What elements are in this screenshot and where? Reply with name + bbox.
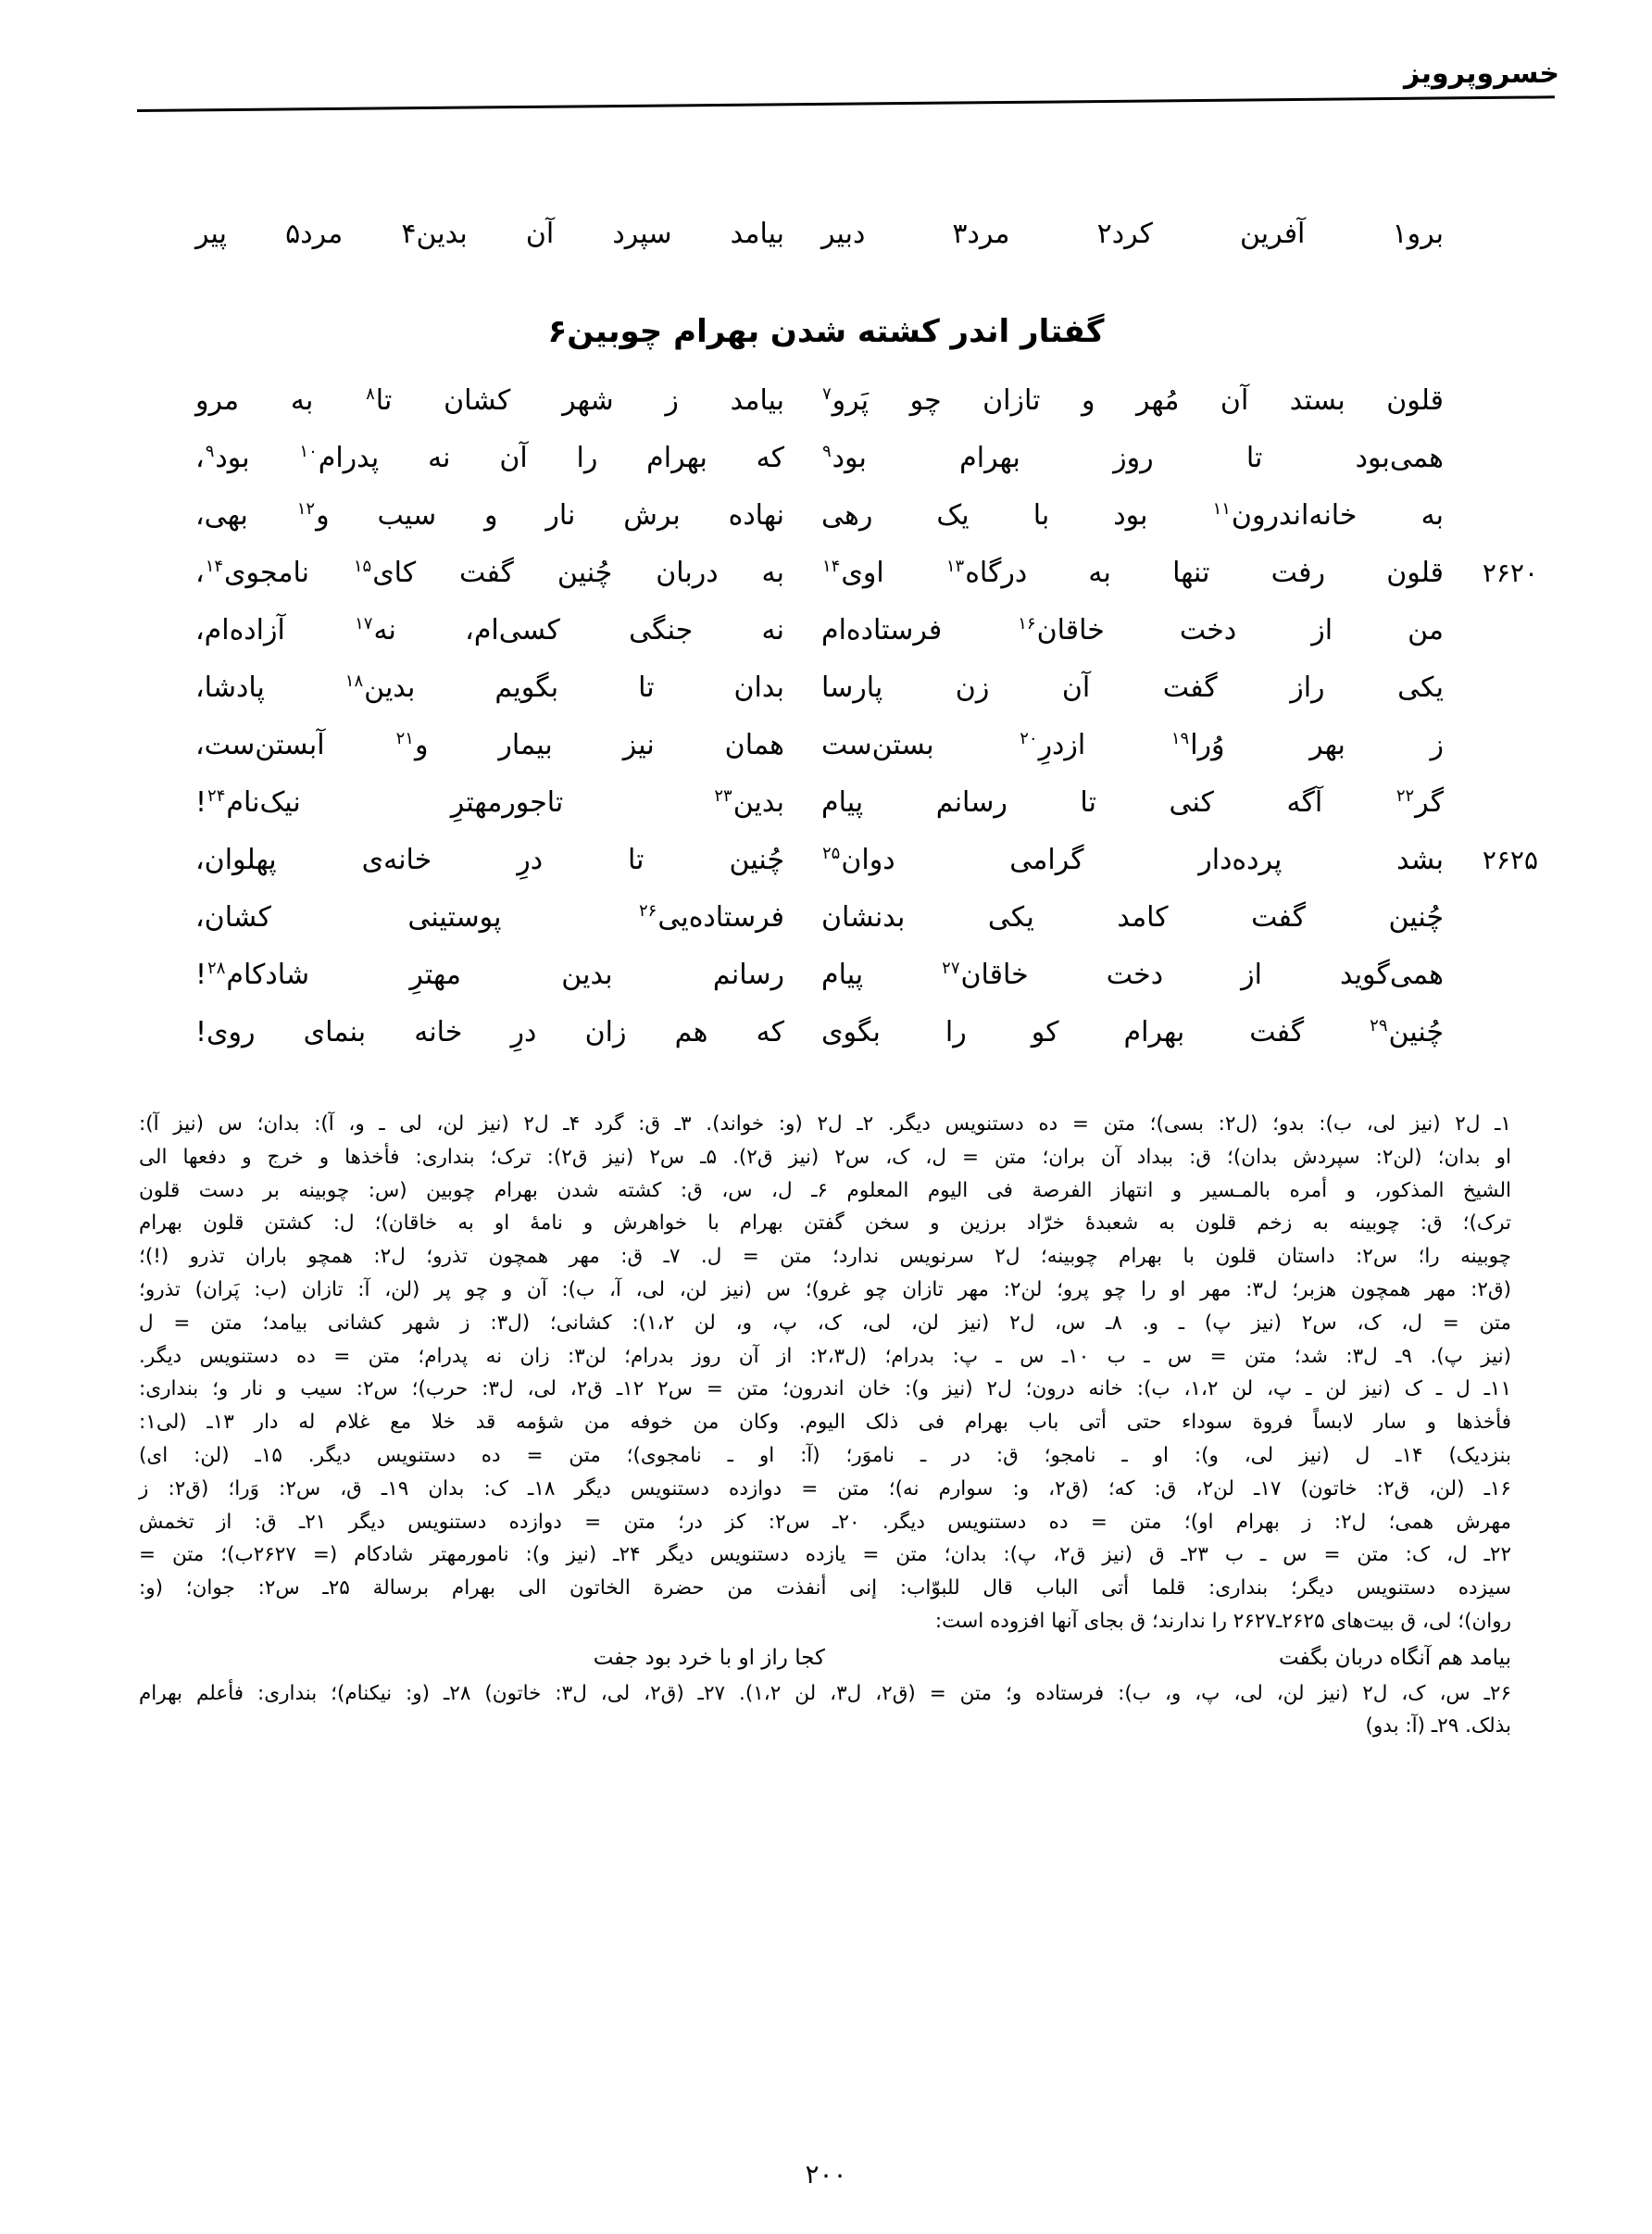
apparatus-line: بذلک. ۲۹ـ (آ: بدو) [1365, 1714, 1511, 1738]
section-heading: گفتار اندر کشته شدن بهرام چوبین۶ [547, 313, 1105, 350]
apparatus-line: ۱۶ـ (لن، ق۲: خاتون) ۱۷ـ لن۲، ق: که؛ (ق۲، و: سوارم نه)؛ متن = دوازده دستنویس دیگر ۱۸ـ ک: بدان ۱۹ـ ق، س۲: وَرا؛ (ق۲: ز [139, 1476, 1511, 1500]
critical-apparatus [139, 1108, 1511, 1743]
hemistich-right [821, 949, 1453, 1001]
apparatus-line: ترک)؛ ق: چوبینه به زخم قلون به شعبدهٔ خرّاد برزین و سخن گفتن بهرام با خواهرش و نامهٔ او به خاقان)؛ ل: کشتن قلون بهرام [139, 1211, 1511, 1236]
apparatus-line: ۲۶ـ س، ک، ل۲ (نیز لن، لی، پ، و، ب): فرستاده و؛ متن = (ق۲، ل۳، لن ۱،۲). ۲۷ـ (ق۲، لی، ل۳: خاتون) ۲۸ـ (و: نیکنام)؛ بنداری: فأعلم بهرام [139, 1681, 1512, 1705]
apparatus-line: (ق۲: مهر همچون هزبر؛ ل۳: مهر او را چو پرو؛ لن۲: مهر تازان چو غرو)؛ س (نیز لن، لی، آ، ب): آن و چو پر (لن، آ: تازان (ب: پَران) تذرو؛ [139, 1277, 1511, 1301]
hemistich-left [190, 892, 821, 944]
hemistich-text: برو۱ آفرین کرد۲ مرد۳ دبیر [821, 218, 1444, 250]
hemistich-text: بدین$^{۲۳}$ تاجورمهترِ نیک‌نام$^{۲۴}$! [195, 786, 784, 819]
apparatus-line: متن = ل، ک، س۲ (نیز پ) ـ و. ۸ـ س، ل۲ (نیز لن، لی، ک، پ، و، لن ۱،۲): کشانی؛ (ل۳: ز شهر کشانی بیامد؛ متن = ل [139, 1311, 1511, 1335]
hemistich-right [821, 777, 1453, 829]
apparatus-line: سیزده دستنویس دیگر؛ بنداری: قلما أتی الباب قال للبوّاب: إنی أنفذت من حضرة الخاتون الی بهرام برسالة ۲۵ـ س۲: جوان؛ (و: [139, 1576, 1512, 1600]
apparatus-line: ۲۲ـ ل، ک: متن = س ـ ب ۲۳ـ ق (نیز ق۲، پ): بدان؛ متن = یازده دستنویس دیگر ۲۴ـ (نیز و): نامورمهتر شادکام (= ۲۶۲۷ب)؛ متن = [139, 1543, 1511, 1567]
hemistich-text: همی‌بود تا روز بهرام بود$^۹$ [822, 442, 1444, 474]
hemistich-right [821, 835, 1538, 886]
apparatus-line: ۱ـ ل۲ (نیز لی، ب): بدو؛ (ل۲: بسی)؛ متن = ده دستنویس دیگر. ۲ـ ل۲ (و: خواند). ۳ـ ق: گرد ۴ـ ل۲ (نیز لن، لی ـ و، آ): بدان؛ س (نیز آ): [139, 1112, 1511, 1136]
couplet-opening [190, 208, 1453, 260]
couplet [190, 375, 1453, 427]
hemistich-left [190, 375, 821, 427]
hemistich-right [821, 490, 1453, 542]
apparatus-lines [139, 1108, 1511, 1638]
hemistich-text: چُنین تا درِ خانه‌ی پهلوان، [195, 844, 784, 876]
hemistich-right [821, 547, 1538, 599]
hemistich-right [821, 605, 1453, 657]
hemistich-text: من از دخت خاقان$^{۱۶}$ فرستاده‌ام [821, 614, 1444, 646]
hemistich-text: گر$^{۲۲}$ آگه کنی تا رسانم پیام [821, 786, 1444, 819]
hemistich-right [821, 375, 1453, 427]
hemistich-text: قلون رفت تنها به درگاه$^{۱۳}$ اوی$^{۱۴}$ [822, 557, 1444, 589]
couplet [190, 605, 1453, 657]
apparatus-line: الشیخ المذکور، و أمره بالمـسیر و انتهاز الفرصة فی الیوم المعلوم ۶ـ ل، س، ق: کشته شدن بهرام چوبین (س: چوبینه بر دست قلون [139, 1178, 1512, 1202]
verse-number: ۲۶۲۰ [1482, 558, 1538, 588]
hemistich-text: یکی راز گفت آن زن پارسا [821, 671, 1444, 704]
couplet [190, 547, 1538, 599]
couplet [190, 949, 1453, 1001]
hemistich-text: که هم زان درِ خانه بنمای روی! [195, 1016, 784, 1048]
hemistich-text: چُنین گفت کامد یکی بدنشان [821, 901, 1444, 934]
couplet [190, 1007, 1453, 1059]
hemistich-text: که بهرام را آن نه پدرام$^{۱۰}$ بود$^۹$، [195, 442, 784, 474]
hemistich-left [190, 1007, 821, 1059]
apparatus-line: فأخذها و سار لابساً فروة سوداء حتی أتی باب بهرام فی ذلک الیوم. وکان من خوفه من شؤمه قد خلا مع غلام له دار ۱۳ـ (لی۱: [139, 1411, 1511, 1435]
hemistich-left [190, 777, 821, 829]
hemistich-left [190, 490, 821, 542]
hemistich-left [190, 605, 821, 657]
apparatus-hemistich-left: کجا راز او با خرد بود جفت [593, 1645, 825, 1670]
hemistich-text: قلون بستد آن مُهر و تازان چو پَرو$^۷$ [822, 384, 1444, 417]
hemistich-text: به دربان چُنین گفت کای$^{۱۵}$ نامجوی$^{۱۴}$، [195, 557, 784, 589]
hemistich-left [190, 547, 821, 599]
apparatus-line: روان)؛ لی، ق بیت‌های ۲۶۲۵ـ۲۶۲۷ را ندارند؛ ق بجای آنها افزوده است: [934, 1609, 1511, 1633]
hemistich-right [821, 662, 1453, 714]
apparatus-line: او بدان؛ (لن۲: سپردش بدان)؛ ق: ببداد آن بران؛ متن = ل، ک، س۲ (نیز ق۲). ۵ـ س۲ (نیز ق۲): ترک؛ بنداری: فأخذها و خرج و دفعها الی [139, 1145, 1511, 1169]
hemistich-right [821, 892, 1453, 944]
hemistich-text: رسانم بدین مهترِ شادکام$^{۲۸}$! [195, 959, 784, 991]
couplet [190, 892, 1453, 944]
hemistich-right [821, 720, 1453, 772]
hemistich-text: نه جنگی کسی‌ام، نه$^{۱۷}$ آزاده‌ام، [195, 614, 784, 646]
hemistich-text: چُنین$^{۲۹}$ گفت بهرام کو را بگوی [821, 1016, 1444, 1048]
hemistich-text: بدان تا بگویم بدین$^{۱۸}$ پادشا، [195, 671, 784, 704]
hemistich-left [190, 835, 821, 886]
couplet [190, 720, 1453, 772]
hemistich-text: به خانه‌اندرون$^{۱۱}$ بود با یک رهی [821, 499, 1445, 532]
hemistich-text: ز بهر وُرا$^{۱۹}$ ازدرِ$^{۲۰}$ بستن‌ست [821, 729, 1444, 761]
couplet [190, 777, 1453, 829]
hemistich-left [190, 720, 821, 772]
couplet [190, 835, 1538, 886]
couplet [190, 662, 1453, 714]
hemistich-text: بشد پرده‌دار گرامی دوان$^{۲۵}$ [822, 844, 1444, 876]
apparatus-line: چوبینه را؛ س۲: داستان قلون با بهرام چوبینه؛ ل۲ سرنویس ندارد؛ متن = ل. ۷ـ ق: مهر همچون تذرو؛ ل۲: همچو باران تذرو (!)؛ [139, 1245, 1511, 1269]
hemistich-right [821, 433, 1453, 484]
apparatus-line: (نیز پ). ۹ـ ل۳: شد؛ متن = س ـ ب ۱۰ـ س ـ پ: بدرام؛ (ل۲،۳: از آن روز بدرام؛ لن۳: زان نه پدرام؛ متن = ده دستنویس دیگر. [139, 1344, 1512, 1368]
page-number: ۲۰۰ [805, 2159, 847, 2190]
couplet-list [190, 375, 1538, 1059]
hemistich-left [190, 662, 821, 714]
hemistich-right [821, 1007, 1453, 1059]
apparatus-line: بنزدیک) ۱۴ـ ل (نیز لی، و): او ـ نامجو؛ ق: در ـ ناموَر؛ (آ: او ـ نامجوی)؛ متن = ده دستنویس دیگر. ۱۵ـ (لن: ای) [139, 1443, 1511, 1467]
hemistich-left [190, 208, 821, 260]
apparatus-tail-lines [139, 1677, 1511, 1744]
apparatus-quoted-couplet [139, 1642, 1511, 1676]
verse-number: ۲۶۲۵ [1482, 845, 1538, 875]
apparatus-line: ۱۱ـ ل ـ ک (نیز لن ـ پ، لن ۱،۲، ب): خانه درون؛ ل۲ (نیز و): خان اندرون؛ متن = س۲ ۱۲ـ ق۲، لی، ل۳: حرب)؛ س۲: سیب و نار و؛ بنداری: [139, 1377, 1511, 1401]
couplet [190, 433, 1453, 484]
apparatus-line: مهرش همی؛ ل۲: ز بهرام او)؛ متن = ده دستنویس دیگر. ۲۰ـ س۲: کز در؛ متن = دوازده دستنویس دیگر ۲۱ـ ق: از تخمش [139, 1510, 1511, 1534]
hemistich-right [821, 208, 1453, 260]
hemistich-text: بیامد ز شهر کشان تا$^۸$ به مرو [195, 384, 785, 417]
hemistich-text: بیامد سپرد آن بدین۴ مرد۵ پیر [195, 218, 784, 250]
couplet [190, 490, 1453, 542]
apparatus-hemistich-right: بیامد هم آنگاه دربان بگفت [1279, 1645, 1511, 1670]
running-head-zone [139, 57, 1559, 122]
hemistich-left [190, 433, 821, 484]
hemistich-text: همان نیز بیمار و$^{۲۱}$ آبستن‌ست، [195, 729, 784, 761]
running-head: خسروپرویز [1404, 57, 1559, 90]
hemistich-text: فرستاده‌یی$^{۲۶}$ پوستینی کشان، [195, 901, 784, 934]
hemistich-text: نهاده برش نار و سیب و$^{۱۲}$ بهی، [195, 499, 784, 532]
hemistich-left [190, 949, 821, 1001]
hemistich-text: همی‌گوید از دخت خاقان$^{۲۷}$ پیام [821, 959, 1445, 991]
